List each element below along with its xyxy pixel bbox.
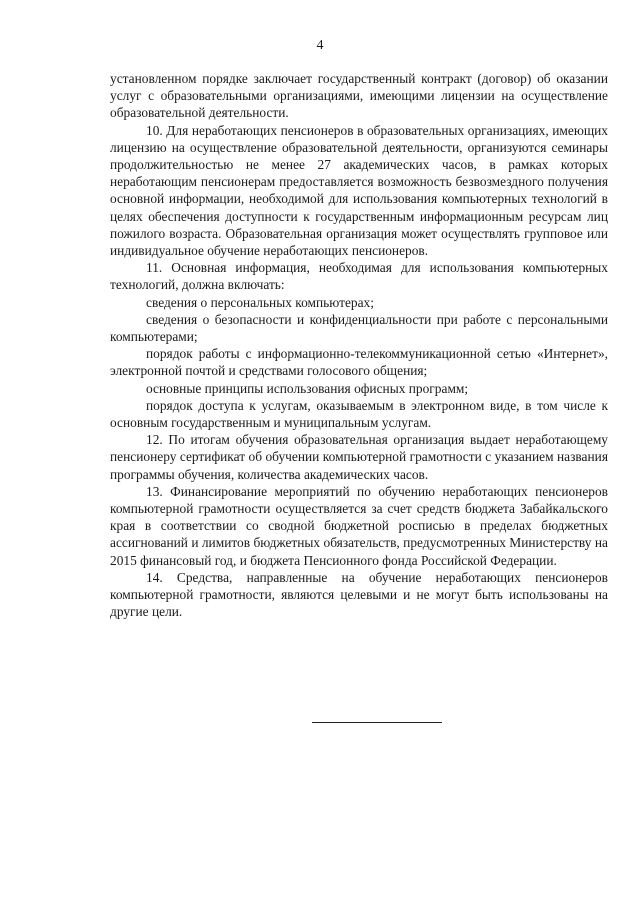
list-item-e-services: порядок доступа к услугам, оказываемым в электронном виде, в том числе к основным государственным и муниципальным услугам. [110, 397, 608, 431]
paragraph-11: 11. Основная информация, необходимая для использования компьютерных технологий, должна включать: [110, 260, 608, 293]
paragraph-continuation: установленном порядке заключает государственный контракт (договор) об оказании услуг с образовательными организациями, имеющими лицензии на осуществление образовательной деятельности. [110, 71, 608, 121]
page-number: 4 [316, 38, 324, 53]
closing-divider [312, 722, 442, 723]
list-item-computers: сведения о персональных компьютерах; [146, 294, 374, 310]
paragraph-12: 12. По итогам обучения образовательная организация выдает неработающему пенсионеру сертификат об обучении компьютерной грамотности с указанием названия программы обучения, количества академических часов. [110, 432, 608, 482]
list-item-internet: порядок работы с информационно-телекоммуникационной сетью «Интернет», электронной почтой и средствами голосового общения; [110, 346, 608, 379]
paragraph-10: 10. Для неработающих пенсионеров в образовательных организациях, имеющих лицензию на осуществление образовательной деятельности, организуются семинары продолжительностью не менее 27 академических часов, в рамках которых неработающим пенсионерам предоставляется возможность безвозмездного получения основной информации, необходимой для использования компьютерных технологий в целях обеспечения доступности к государственным информационным ресурсам лиц пожилого возраста. Образовательная организация может осуществлять групповое или индивидуальное обучение неработающих пенсионеров. [110, 122, 608, 259]
document-body [110, 70, 608, 621]
list-item-security: сведения о безопасности и конфиденциальности при работе с персональными компьютерами; [110, 311, 608, 345]
paragraph-14: 14. Средства, направленные на обучение неработающих пенсионеров компьютерной грамотности, являются целевыми и не могут быть использованы на другие цели. [110, 569, 608, 620]
list-item-office: основные принципы использования офисных программ; [146, 380, 469, 396]
paragraph-13: 13. Финансирование мероприятий по обучению неработающих пенсионеров компьютерной грамотности осуществляется за счет средств бюджета Забайкальского края в соответствии со сводной бюджетной росписью в пределах бюджетных ассигнований и лимитов бюджетных обязательств, предусмотренных Министерству на 2015 финансовый год, и бюджета Пенсионного фонда Российской Федерации. [110, 483, 608, 568]
